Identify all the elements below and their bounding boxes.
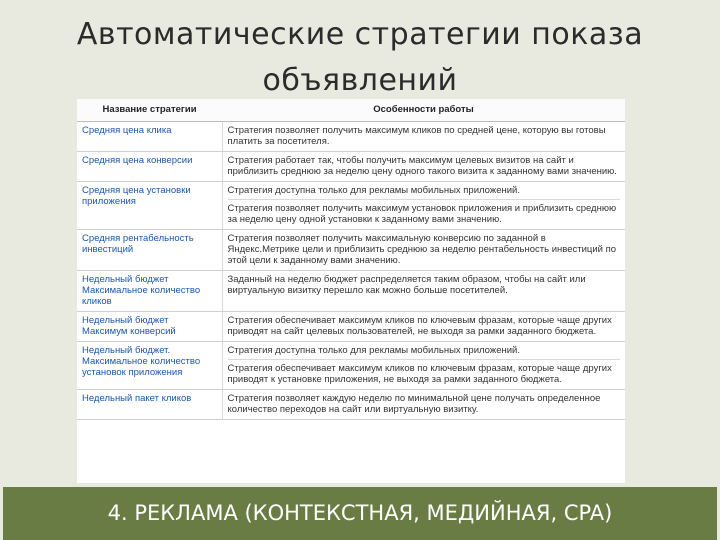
table-row <box>77 122 625 152</box>
table-row <box>77 182 625 230</box>
table-row <box>77 271 625 312</box>
strategy-features <box>222 342 625 390</box>
table-row <box>77 230 625 271</box>
strategy-features <box>222 271 625 312</box>
table-header-row <box>77 99 625 122</box>
table-row <box>77 390 625 420</box>
strategy-features <box>222 390 625 420</box>
table-row <box>77 312 625 342</box>
feature-text: Стратегия доступна только для рекламы мобильных приложений. <box>227 185 520 196</box>
feature-text: Стратегия доступна только для рекламы мобильных приложений. <box>227 345 520 356</box>
table-row <box>77 152 625 182</box>
strategy-features <box>222 122 625 152</box>
feature-text: Стратегия обеспечивает максимум кликов по ключевым фразам, которые чаще других приводят на сайт целевых пользователей, не выходя за рамки заданного бюджета. <box>227 315 612 337</box>
strategy-features <box>222 230 625 271</box>
strategy-name: Недельный бюджет. Максимальное количество установок приложения <box>77 342 222 390</box>
strategy-name: Средняя цена установки приложения <box>77 182 222 230</box>
strategy-name: Недельный пакет кликов <box>77 390 222 420</box>
strategy-name: Средняя цена клика <box>77 122 222 152</box>
feature-text: Стратегия обеспечивает максимум кликов по ключевым фразам, которые чаще других приводят к установке приложения, не выходя за рамки заданного бюджета. <box>228 359 621 385</box>
strategies-table <box>77 99 625 483</box>
footer-section-title: 4. РЕКЛАМА (КОНТЕКСТНАЯ, МЕДИЙНАЯ, CPA) <box>107 501 613 525</box>
column-header-features: Особенности работы <box>222 99 625 122</box>
feature-text: Стратегия позволяет каждую неделю по минимальной цене получать определенное количество переходов на сайт или виртуальную визитку. <box>227 393 601 415</box>
strategy-name: Недельный бюджет Максимальное количество кликов <box>77 271 222 312</box>
footer-bar <box>3 487 717 540</box>
feature-text: Заданный на неделю бюджет распределяется таким образом, чтобы на сайт или виртуальную визитку перешло как можно больше посетителей. <box>227 274 586 296</box>
strategy-name: Недельный бюджет Максимум конверсий <box>77 312 222 342</box>
strategy-features <box>222 312 625 342</box>
feature-text: Стратегия позволяет получить максимум установок приложения и приблизить среднюю за неделю цену одной установки к заданному вами значению. <box>228 199 621 225</box>
feature-text: Стратегия работает так, чтобы получить максимум целевых визитов на сайт и приблизить среднюю за неделю цену одного такого визита к заданному вами значению. <box>227 155 617 177</box>
slide-title: Автоматические стратегии показа объявлений <box>76 17 644 98</box>
strategy-name: Средняя рентабельность инвестиций <box>77 230 222 271</box>
feature-text: Стратегия позволяет получить максимум кликов по средней цене, которую вы готовы платить за посетителя. <box>227 125 606 147</box>
strategy-name: Средняя цена конверсии <box>77 152 222 182</box>
column-header-strategy-name: Название стратегии <box>77 99 222 122</box>
table-row <box>77 342 625 390</box>
strategy-features <box>222 152 625 182</box>
strategy-features <box>222 182 625 230</box>
feature-text: Стратегия позволяет получить максимальную конверсию по заданной в Яндекс.Метрике цели и приблизить среднюю за неделю рентабельность инвестиций по этой цели к заданному вами значению. <box>227 233 617 266</box>
